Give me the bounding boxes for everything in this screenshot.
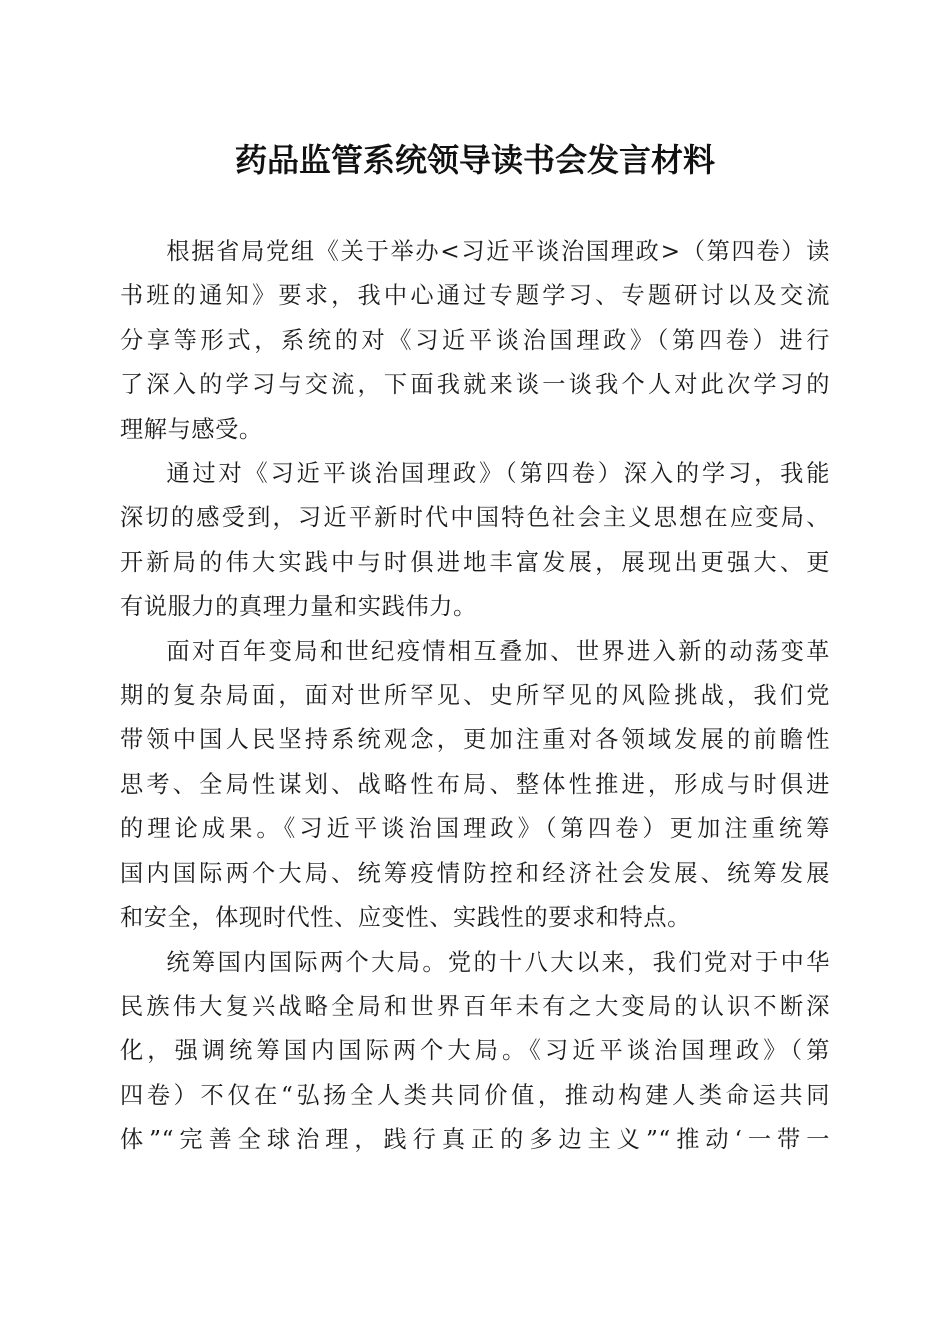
paragraph-line: 体”“完善全球治理，践行真正的多边主义”“推动‘一带一 (120, 1126, 830, 1154)
paragraph-line: 化，强调统筹国内国际两个大局。《习近平谈治国理政》（第 (120, 1037, 830, 1065)
paragraph-line: 有说服力的真理力量和实践伟力。 (120, 593, 477, 621)
document-body (120, 230, 830, 1163)
paragraph-2 (120, 452, 830, 630)
document-title: 药品监管系统领导读书会发言材料 (234, 141, 715, 179)
paragraph-line: 了深入的学习与交流，下面我就来谈一谈我个人对此次学习的 (120, 371, 830, 399)
paragraph-4 (120, 941, 830, 1163)
paragraph-line: 期的复杂局面，面对世所罕见、史所罕见的风险挑战，我们党 (120, 682, 830, 710)
paragraph-line: 和安全，体现时代性、应变性、实践性的要求和特点。 (120, 904, 691, 932)
paragraph-line: 根据省局党组《关于举办<习近平谈治国理政>（第四卷）读 (166, 238, 830, 265)
paragraph-line: 面对百年变局和世纪疫情相互叠加、世界进入新的动荡变革 (166, 637, 830, 665)
paragraph-1 (120, 230, 830, 452)
paragraph-line: 四卷）不仅在“弘扬全人类共同价值，推动构建人类命运共同 (120, 1081, 830, 1109)
paragraph-3 (120, 630, 830, 941)
paragraph-line: 的理论成果。《习近平谈治国理政》（第四卷）更加注重统筹 (120, 815, 830, 843)
paragraph-line: 理解与感受。 (120, 415, 263, 443)
paragraph-line: 通过对《习近平谈治国理政》（第四卷）深入的学习，我能 (166, 460, 830, 488)
paragraph-line: 带领中国人民坚持系统观念，更加注重对各领域发展的前瞻性 (120, 726, 830, 754)
paragraph-line: 书班的通知》要求，我中心通过专题学习、专题研讨以及交流 (120, 282, 830, 310)
paragraph-line: 深切的感受到，习近平新时代中国特色社会主义思想在应变局、 (120, 504, 830, 532)
paragraph-line: 分享等形式，系统的对《习近平谈治国理政》（第四卷）进行 (120, 326, 830, 354)
paragraph-line: 开新局的伟大实践中与时俱进地丰富发展，展现出更强大、更 (120, 548, 830, 576)
paragraph-line: 统筹国内国际两个大局。党的十八大以来，我们党对于中华 (166, 948, 830, 976)
paragraph-line: 民族伟大复兴战略全局和世界百年未有之大变局的认识不断深 (120, 992, 830, 1020)
paragraph-line: 思考、全局性谋划、战略性布局、整体性推进，形成与时俱进 (120, 770, 830, 798)
paragraph-line: 国内国际两个大局、统筹疫情防控和经济社会发展、统筹发展 (120, 859, 830, 887)
